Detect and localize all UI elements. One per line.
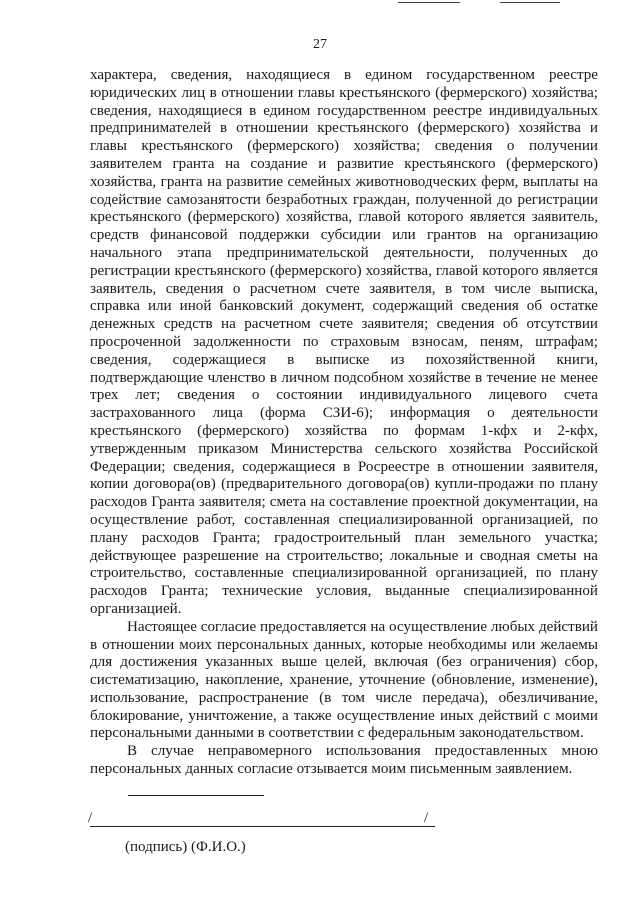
header-rule (398, 2, 460, 3)
paragraph-consent-scope: Настоящее согласие предоставляется на осуществление любых действий в отношении моих персональных данных, которые необходимы или желаемы для достижения указанных выше целей, включая (без ограничения) сбор, систематизацию, накопление, хранение, уточнение (обновление, изменение), использование, распространение (в том числе передача), обезличивание, блокирование, уничтожение, а также осуществление иных действий с моими персональными данными в соответствии с федеральным законодательством. (90, 618, 598, 742)
signature-slash-right: / (424, 810, 429, 826)
signature-slash-left: / (88, 810, 93, 826)
page-number: 27 (313, 37, 327, 52)
signature-caption: (подпись) (Ф.И.О.) (125, 839, 246, 855)
signature-short-line (128, 795, 264, 796)
paragraph-personal-data-list: характера, сведения, находящиеся в едином государственном реестре юридических лиц в отношении главы крестьянского (фермерского) хозяйства; сведения, находящиеся в едином государственном реестре индивидуальных предпринимателей в отношении крестьянского (фермерского) хозяйства и главы крестьянского (фермерского) хозяйства; сведения о получении заявителем гранта на создание и развитие крестьянского (фермерского) хозяйства, гранта на развитие семейных животноводческих ферм, выплаты на содействие самозанятости безработных граждан, полученной до регистрации крестьянского (фермерского) хозяйства, главой которого является заявитель, средств финансовой поддержки субсидии или грантов на организацию начального этапа предпринимательской деятельности, полученных до регистрации крестьянского (фермерского) хозяйства, главой которого является заявитель, сведения о расчетном счете заявителя, в том числе выписка, справка или иной банковский документ, содержащий сведения об остатке денежных средств на расчетном счете заявителя; сведения об отсутствии просроченной задолженности по страховым взносам, пеням, штрафам; сведения, содержащиеся в выписке из похозяйственной книги, подтверждающие членство в личном подсобном хозяйстве в течение не менее трех лет; сведения о состоянии индивидуального лицевого счета застрахованного лица (форма СЗИ-6); информация о деятельности крестьянского (фермерского) хозяйства по формам 1-кфх и 2-кфх, утвержденным приказом Министерства сельского хозяйства Российской Федерации; сведения, содержащиеся в Росреестре в отношении заявителя, копии договора(ов) (предварительного договора(ов) купли-продажи по плану расходов Гранта заявителя; смета на составление проектной документации, на осуществление работ, составленная специализированной организацией, по плану расходов Гранта; градостроительный план земельного участка; действующее разрешение на строительство; локальные и сводная сметы на строительство, составленные специализированной организацией, по плану расходов Гранта; технические условия, выданные специализированной организацией. (90, 67, 598, 617)
signature-line (90, 826, 435, 827)
document-body (90, 67, 598, 779)
paragraph-consent-revocation: В случае неправомерного использования предоставленных мною персональных данных согласие отзывается моим письменным заявлением. (90, 743, 598, 778)
header-rule (500, 2, 560, 3)
